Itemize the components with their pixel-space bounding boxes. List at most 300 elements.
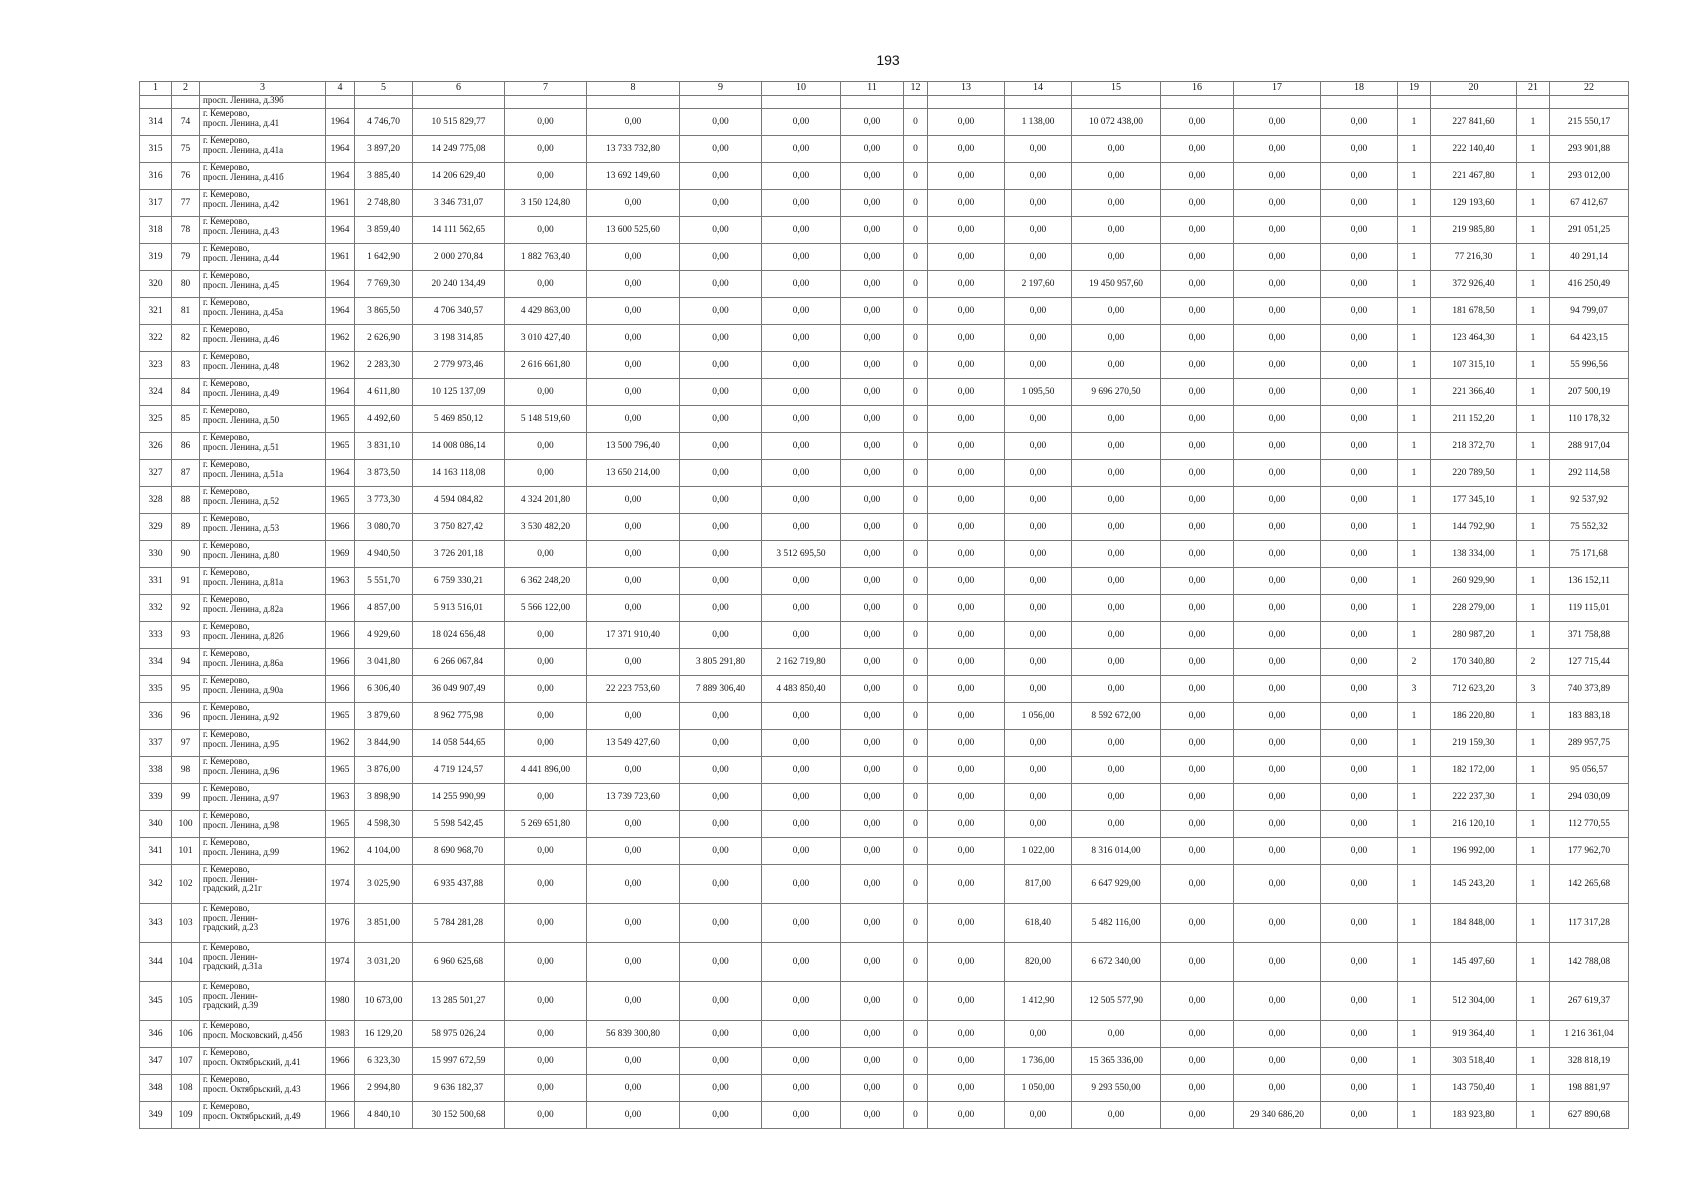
table-cell: 0,00	[1321, 190, 1398, 217]
table-cell: 0,00	[587, 514, 680, 541]
table-cell: 142 788,08	[1550, 943, 1629, 982]
page-number: 193	[876, 52, 900, 68]
table-cell: 0,00	[1234, 982, 1321, 1021]
table-cell: 0,00	[505, 865, 587, 904]
table-cell: 0,00	[505, 904, 587, 943]
table-cell: 0,00	[841, 109, 904, 136]
table-cell: 0,00	[1234, 1048, 1321, 1075]
table-cell: 0,00	[1321, 757, 1398, 784]
table-cell: 347	[140, 1048, 172, 1075]
table-cell: 1	[1517, 109, 1550, 136]
table-cell: 0,00	[680, 568, 762, 595]
table-cell: 289 957,75	[1550, 730, 1629, 757]
table-cell: 18 024 656,48	[413, 622, 505, 649]
table-cell: 1965	[326, 757, 355, 784]
table-cell: 324	[140, 379, 172, 406]
table-cell: 349	[140, 1102, 172, 1129]
table-cell: 0,00	[587, 190, 680, 217]
table-cell: 0	[904, 514, 928, 541]
table-row	[140, 298, 1629, 325]
table-row	[140, 379, 1629, 406]
table-cell: 182 172,00	[1431, 757, 1517, 784]
table-cell: 0,00	[1234, 622, 1321, 649]
table-cell: 0	[904, 136, 928, 163]
table-cell: 0,00	[680, 1021, 762, 1048]
table-cell: 107	[172, 1048, 200, 1075]
table-cell: 0,00	[928, 541, 1005, 568]
table-cell: 0	[904, 1075, 928, 1102]
table-cell: 0,00	[841, 811, 904, 838]
table-cell: 1	[1398, 1075, 1431, 1102]
continuation-row	[140, 96, 1629, 109]
table-cell: 9 293 550,00	[1072, 1075, 1161, 1102]
table-row	[140, 757, 1629, 784]
table-cell: 3 346 731,07	[413, 190, 505, 217]
table-cell: 1 022,00	[1005, 838, 1072, 865]
table-cell: 0,00	[928, 433, 1005, 460]
table-cell: 336	[140, 703, 172, 730]
table-cell: 0,00	[841, 379, 904, 406]
table-cell: 1	[1517, 703, 1550, 730]
table-cell: 0,00	[928, 757, 1005, 784]
table-cell: 219 985,80	[1431, 217, 1517, 244]
table-cell: 0,00	[505, 217, 587, 244]
table-cell: 1	[1517, 136, 1550, 163]
table-cell: 1	[1517, 1048, 1550, 1075]
table-cell: 0,00	[928, 379, 1005, 406]
table-cell: 0,00	[1234, 757, 1321, 784]
table-cell: 0,00	[841, 838, 904, 865]
table-cell: 198 881,97	[1550, 1075, 1629, 1102]
table-cell: 0,00	[680, 757, 762, 784]
table-cell: 322	[140, 325, 172, 352]
table-cell: 627 890,68	[1550, 1102, 1629, 1129]
table-cell: 3 873,50	[355, 460, 413, 487]
table-cell: 0,00	[1161, 649, 1234, 676]
table-cell: 0,00	[1234, 379, 1321, 406]
table-cell: 0,00	[1161, 784, 1234, 811]
table-cell: 105	[172, 982, 200, 1021]
table-cell: 0,00	[1234, 676, 1321, 703]
table-cell: 0,00	[1234, 487, 1321, 514]
table-cell: 0,00	[587, 982, 680, 1021]
table-cell: 143 750,40	[1431, 1075, 1517, 1102]
table-cell: 14 255 990,99	[413, 784, 505, 811]
table-cell: 0,00	[841, 163, 904, 190]
table-cell: 1	[1398, 460, 1431, 487]
table-cell: 127 715,44	[1550, 649, 1629, 676]
table-cell: 0,00	[762, 352, 841, 379]
table-cell: 0,00	[680, 487, 762, 514]
table-cell: 0,00	[762, 703, 841, 730]
table-cell: 0,00	[928, 595, 1005, 622]
table-cell: 13 285 501,27	[413, 982, 505, 1021]
table-cell: 4 840,10	[355, 1102, 413, 1129]
table-cell: 1 412,90	[1005, 982, 1072, 1021]
table-cell: 0,00	[587, 943, 680, 982]
table-row	[140, 982, 1629, 1021]
table-cell: 5 551,70	[355, 568, 413, 595]
table-cell: 1	[1517, 487, 1550, 514]
table-cell: 320	[140, 271, 172, 298]
table-cell: 29 340 686,20	[1234, 1102, 1321, 1129]
table-cell: г. Кемерово, просп. Октябрьский, д.41	[200, 1048, 326, 1075]
table-cell: 331	[140, 568, 172, 595]
table-cell: 1	[1517, 757, 1550, 784]
table-cell: 89	[172, 514, 200, 541]
table-cell: 1	[1398, 352, 1431, 379]
table-cell: 0,00	[1321, 163, 1398, 190]
table-cell: 8 962 775,98	[413, 703, 505, 730]
table-cell: 314	[140, 109, 172, 136]
column-number-header: 14	[1005, 82, 1072, 96]
table-cell: 1	[1517, 514, 1550, 541]
table-cell: 1965	[326, 433, 355, 460]
table-cell: 0,00	[1161, 541, 1234, 568]
table-cell: 0,00	[1234, 298, 1321, 325]
table-cell: 0,00	[762, 595, 841, 622]
table-cell: 1966	[326, 649, 355, 676]
table-cell: 0,00	[1072, 460, 1161, 487]
table-cell: 109	[172, 1102, 200, 1129]
table-cell: 0,00	[1234, 784, 1321, 811]
table-cell: 0,00	[680, 730, 762, 757]
table-cell: 1	[1517, 904, 1550, 943]
table-cell: 13 650 214,00	[587, 460, 680, 487]
table-cell: 4 929,60	[355, 622, 413, 649]
table-cell: 0,00	[1234, 352, 1321, 379]
table-cell: 0,00	[1161, 730, 1234, 757]
table-cell: 0,00	[928, 568, 1005, 595]
table-cell: 0,00	[1161, 943, 1234, 982]
table-cell: 0,00	[841, 1102, 904, 1129]
table-cell: 1	[1398, 784, 1431, 811]
table-cell: 0	[904, 1102, 928, 1129]
table-cell: 211 152,20	[1431, 406, 1517, 433]
table-cell: 106	[172, 1021, 200, 1048]
table-cell: 0,00	[1005, 649, 1072, 676]
table-cell: 94	[172, 649, 200, 676]
table-cell: 0,00	[1005, 298, 1072, 325]
table-cell: 222 140,40	[1431, 136, 1517, 163]
table-row	[140, 406, 1629, 433]
table-cell: 0,00	[1161, 325, 1234, 352]
table-cell: 0,00	[1161, 514, 1234, 541]
table-cell: 0,00	[1234, 568, 1321, 595]
table-cell: 7 769,30	[355, 271, 413, 298]
table-cell: 92	[172, 595, 200, 622]
table-cell: 0	[904, 982, 928, 1021]
table-cell: 1	[1398, 904, 1431, 943]
table-cell: 0,00	[1072, 676, 1161, 703]
table-cell: 129 193,60	[1431, 190, 1517, 217]
table-cell: 0	[904, 244, 928, 271]
table-cell: 3 530 482,20	[505, 514, 587, 541]
table-cell: 64 423,15	[1550, 325, 1629, 352]
table-cell: 0	[904, 541, 928, 568]
table-cell: 1	[1398, 811, 1431, 838]
table-cell: 0,00	[505, 943, 587, 982]
table-cell: 0,00	[841, 649, 904, 676]
column-number-header: 11	[841, 82, 904, 96]
table-row	[140, 163, 1629, 190]
table-cell: 0,00	[680, 190, 762, 217]
table-cell: 0,00	[505, 433, 587, 460]
table-cell: 1	[1398, 271, 1431, 298]
table-cell: 332	[140, 595, 172, 622]
table-cell: 0,00	[928, 514, 1005, 541]
table-cell: 215 550,17	[1550, 109, 1629, 136]
table-cell: 0	[904, 325, 928, 352]
table-cell: 0,00	[1321, 379, 1398, 406]
table-cell: 0	[904, 1048, 928, 1075]
table-cell: 0,00	[841, 514, 904, 541]
table-cell: 0	[904, 904, 928, 943]
table-cell: 0,00	[1321, 622, 1398, 649]
table-cell: 280 987,20	[1431, 622, 1517, 649]
table-row	[140, 943, 1629, 982]
table-cell: 0,00	[1072, 514, 1161, 541]
table-cell: 183 923,80	[1431, 1102, 1517, 1129]
table-cell: 0,00	[680, 1102, 762, 1129]
table-cell: 0,00	[928, 676, 1005, 703]
table-cell: 12 505 577,90	[1072, 982, 1161, 1021]
housing-register-table	[139, 81, 1629, 1129]
table-cell: 0,00	[505, 676, 587, 703]
table-cell: 0,00	[841, 904, 904, 943]
table-cell: 186 220,80	[1431, 703, 1517, 730]
table-cell: 1	[1517, 352, 1550, 379]
table-cell: 0,00	[841, 757, 904, 784]
table-cell: 4 746,70	[355, 109, 413, 136]
table-cell: 0,00	[587, 1048, 680, 1075]
table-cell: 0,00	[762, 784, 841, 811]
column-number-header: 3	[200, 82, 326, 96]
table-cell: 13 600 525,60	[587, 217, 680, 244]
table-row	[140, 676, 1629, 703]
table-cell: 3 844,90	[355, 730, 413, 757]
table-cell: 0,00	[1234, 865, 1321, 904]
table-cell: 2 162 719,80	[762, 649, 841, 676]
table-cell: 0,00	[1234, 730, 1321, 757]
table-cell: 0,00	[928, 865, 1005, 904]
table-cell: 288 917,04	[1550, 433, 1629, 460]
table-row	[140, 838, 1629, 865]
table-cell: 0,00	[1321, 136, 1398, 163]
table-cell: 0,00	[928, 136, 1005, 163]
table-row	[140, 271, 1629, 298]
table-cell: 0,00	[928, 1048, 1005, 1075]
table-cell: 0,00	[680, 271, 762, 298]
table-cell: 0,00	[1161, 595, 1234, 622]
table-cell: 0,00	[1072, 1021, 1161, 1048]
table-row	[140, 784, 1629, 811]
table-cell: 1 882 763,40	[505, 244, 587, 271]
table-cell: 1	[1517, 190, 1550, 217]
table-row	[140, 190, 1629, 217]
table-cell: 144 792,90	[1431, 514, 1517, 541]
table-cell: 0,00	[587, 244, 680, 271]
table-cell: 712 623,20	[1431, 676, 1517, 703]
table-cell: 0,00	[1161, 109, 1234, 136]
table-cell: 3 865,50	[355, 298, 413, 325]
table-cell: 3 885,40	[355, 163, 413, 190]
table-cell: 1	[1517, 244, 1550, 271]
table-cell: 0,00	[1321, 541, 1398, 568]
table-cell: 0,00	[1005, 595, 1072, 622]
table-cell: г. Кемерово, просп. Ленина, д.95	[200, 730, 326, 757]
table-cell: 1	[1398, 595, 1431, 622]
table-cell: 0,00	[680, 541, 762, 568]
table-cell: 0,00	[841, 595, 904, 622]
table-cell: 4 940,50	[355, 541, 413, 568]
table-cell: 0,00	[1072, 136, 1161, 163]
table-cell: 0,00	[928, 730, 1005, 757]
table-cell: 0,00	[841, 676, 904, 703]
table-cell: 1	[1398, 703, 1431, 730]
table-cell: 0	[904, 487, 928, 514]
table-cell: 1	[1398, 943, 1431, 982]
table-cell: 101	[172, 838, 200, 865]
table-cell: 0,00	[1072, 244, 1161, 271]
table-cell: 0,00	[680, 379, 762, 406]
table-cell: 0,00	[1005, 433, 1072, 460]
table-cell: 0,00	[762, 904, 841, 943]
table-cell: 0,00	[1234, 811, 1321, 838]
table-cell: 0,00	[1234, 595, 1321, 622]
table-cell: 1	[1517, 811, 1550, 838]
table-cell: 293 901,88	[1550, 136, 1629, 163]
table-cell: 1	[1398, 163, 1431, 190]
table-cell: 338	[140, 757, 172, 784]
column-number-header: 13	[928, 82, 1005, 96]
table-cell: 0,00	[928, 904, 1005, 943]
table-cell: г. Кемерово, просп. Московский, д.45б	[200, 1021, 326, 1048]
table-cell: 82	[172, 325, 200, 352]
table-cell: 0,00	[587, 595, 680, 622]
table-cell: 4 594 084,82	[413, 487, 505, 514]
table-cell: 0,00	[1321, 1048, 1398, 1075]
table-row	[140, 1021, 1629, 1048]
table-cell: 5 482 116,00	[1072, 904, 1161, 943]
table-cell: 0,00	[1321, 109, 1398, 136]
table-cell: 0,00	[680, 784, 762, 811]
table-cell: 0,00	[680, 109, 762, 136]
table-cell: 0,00	[1321, 406, 1398, 433]
table-row	[140, 514, 1629, 541]
table-cell: 0,00	[841, 982, 904, 1021]
table-cell: 6 960 625,68	[413, 943, 505, 982]
table-cell: 0,00	[841, 460, 904, 487]
table-cell: 0	[904, 622, 928, 649]
table-cell: 0,00	[762, 433, 841, 460]
table-cell: 0,00	[1321, 217, 1398, 244]
table-cell: г. Кемерово, просп. Ленина, д.51а	[200, 460, 326, 487]
table-cell: 81	[172, 298, 200, 325]
table-cell: 100	[172, 811, 200, 838]
table-cell: 10 515 829,77	[413, 109, 505, 136]
table-cell: 1 050,00	[1005, 1075, 1072, 1102]
table-cell: 0,00	[1234, 244, 1321, 271]
table-cell: 218 372,70	[1431, 433, 1517, 460]
table-cell: 1	[1517, 325, 1550, 352]
table-cell: 1	[1517, 271, 1550, 298]
table-cell: 0,00	[1072, 811, 1161, 838]
table-cell: 16 129,20	[355, 1021, 413, 1048]
table-cell: 0,00	[1161, 487, 1234, 514]
column-number-header: 2	[172, 82, 200, 96]
table-cell: 0,00	[762, 1102, 841, 1129]
table-cell: 0,00	[1161, 460, 1234, 487]
table-cell: 0,00	[1072, 730, 1161, 757]
table-cell: 0,00	[1072, 325, 1161, 352]
table-cell: 0	[904, 865, 928, 904]
table-cell: 0,00	[1005, 757, 1072, 784]
table-cell: 0,00	[1321, 703, 1398, 730]
table-cell: 13 549 427,60	[587, 730, 680, 757]
table-cell: 15 365 336,00	[1072, 1048, 1161, 1075]
table-cell: 0,00	[841, 244, 904, 271]
table-cell: 348	[140, 1075, 172, 1102]
table-cell: 0,00	[587, 541, 680, 568]
table-cell: 291 051,25	[1550, 217, 1629, 244]
table-cell: 221 366,40	[1431, 379, 1517, 406]
table-cell: 316	[140, 163, 172, 190]
table-cell: 0,00	[762, 757, 841, 784]
table-cell: г. Кемерово, просп. Ленина, д.48	[200, 352, 326, 379]
table-cell: 0,00	[1005, 406, 1072, 433]
table-cell: 3 512 695,50	[762, 541, 841, 568]
table-cell: 0,00	[1234, 541, 1321, 568]
table-cell: 0,00	[1321, 1075, 1398, 1102]
table-cell: 1	[1517, 982, 1550, 1021]
table-row	[140, 811, 1629, 838]
table-cell: 6 306,40	[355, 676, 413, 703]
table-cell: 183 883,18	[1550, 703, 1629, 730]
table-cell: 6 323,30	[355, 1048, 413, 1075]
table-cell: 1	[1517, 838, 1550, 865]
table-cell: 1	[1517, 541, 1550, 568]
column-number-header: 5	[355, 82, 413, 96]
table-cell: 0,00	[505, 1102, 587, 1129]
column-number-header: 22	[1550, 82, 1629, 96]
table-cell: 0,00	[762, 1021, 841, 1048]
table-cell: 1	[1517, 1075, 1550, 1102]
table-cell: 2 197,60	[1005, 271, 1072, 298]
table-cell: 0,00	[680, 298, 762, 325]
table-cell: 0,00	[841, 568, 904, 595]
table-row	[140, 730, 1629, 757]
table-cell: 2	[1398, 649, 1431, 676]
table-cell: 0,00	[1161, 217, 1234, 244]
table-cell: 0,00	[1005, 541, 1072, 568]
table-cell: 0,00	[680, 595, 762, 622]
column-number-header: 16	[1161, 82, 1234, 96]
table-cell: 1	[1398, 433, 1431, 460]
table-cell: 15 997 672,59	[413, 1048, 505, 1075]
table-cell: 0	[904, 730, 928, 757]
table-cell: 0,00	[1005, 163, 1072, 190]
table-cell: 0,00	[928, 109, 1005, 136]
table-cell: 1962	[326, 325, 355, 352]
table-row	[140, 1075, 1629, 1102]
table-cell: 9 636 182,37	[413, 1075, 505, 1102]
table-cell: 1	[1517, 595, 1550, 622]
table-cell: 4 441 896,00	[505, 757, 587, 784]
table-cell: 1	[1398, 865, 1431, 904]
table-cell: 184 848,00	[1431, 904, 1517, 943]
table-cell: 1976	[326, 904, 355, 943]
